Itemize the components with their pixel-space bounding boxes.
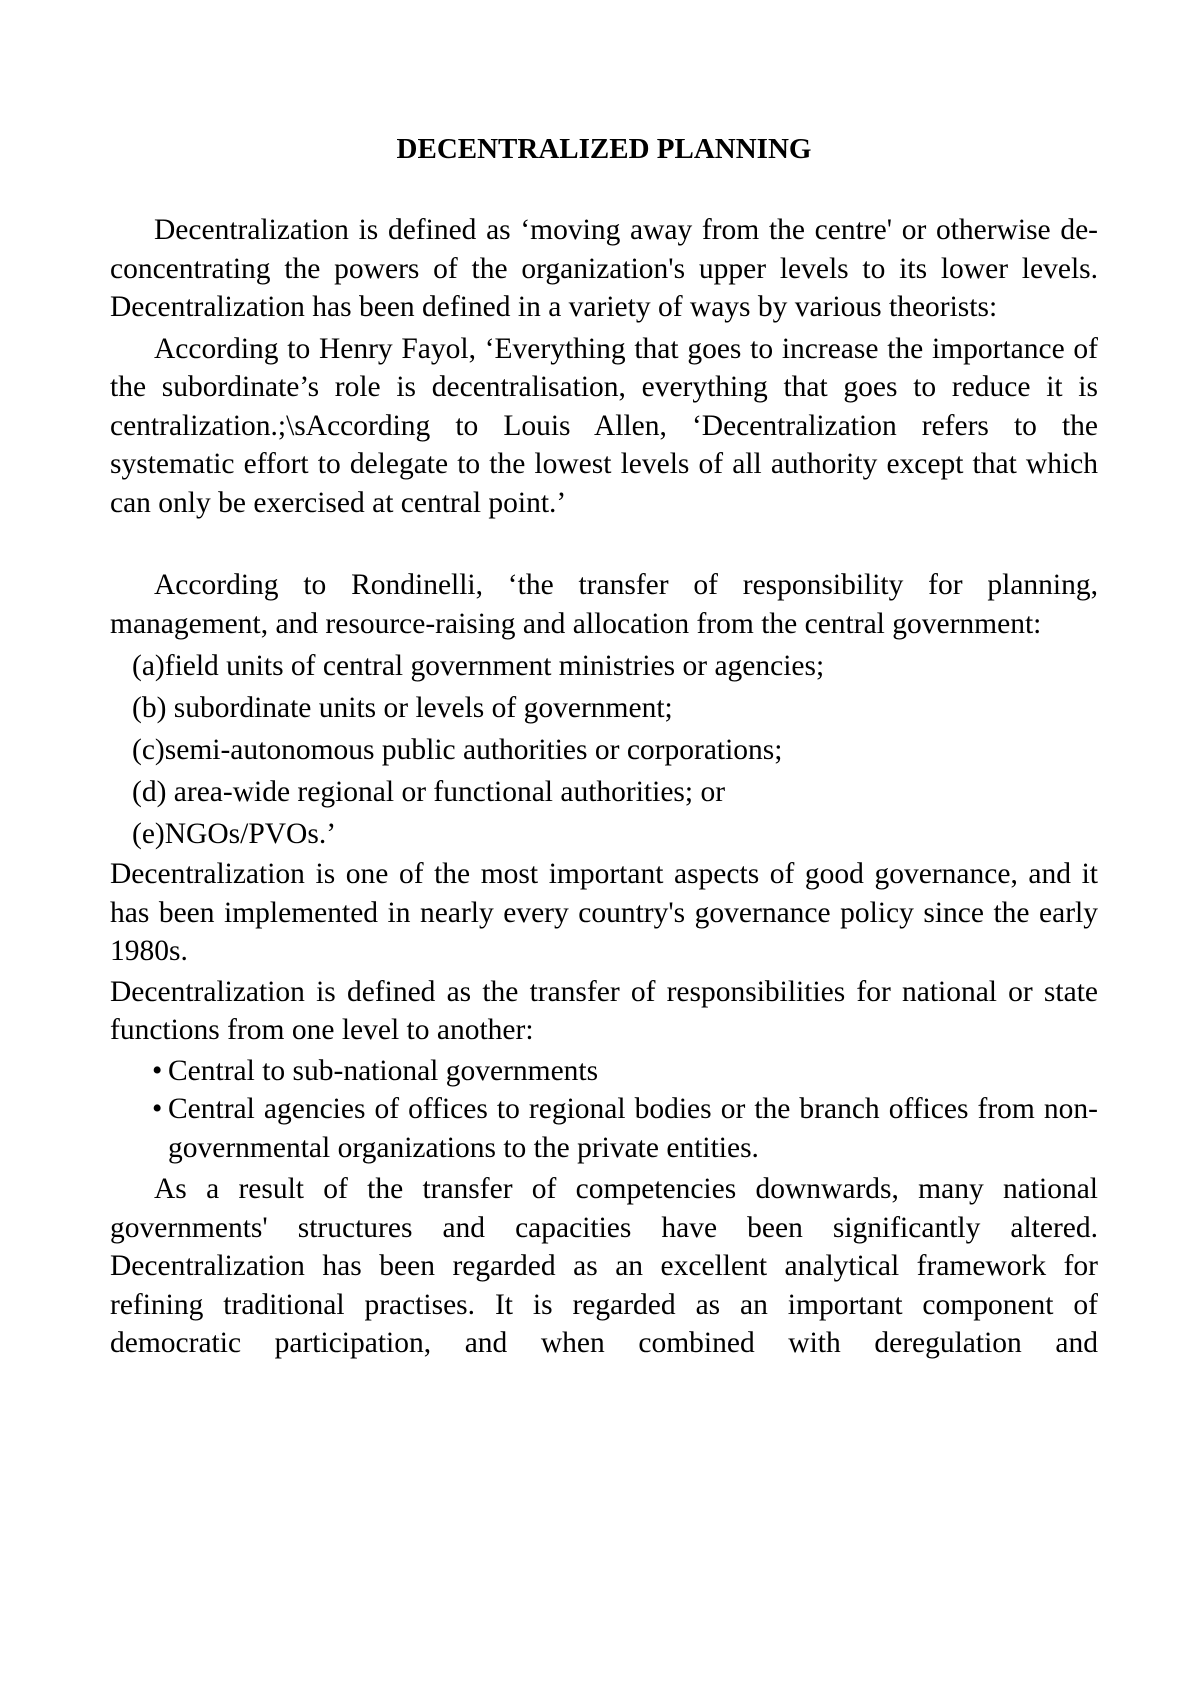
bullet-text: Central agencies of offices to regional bodies or the branch offices from non-governmental organizations to the private entities. (168, 1093, 1098, 1164)
bullet-item (110, 1052, 1098, 1091)
list-item: (c)semi-autonomous public authorities or corporations; (132, 734, 783, 766)
bullet-symbol: • (152, 1054, 163, 1087)
paragraph-fayol-allen: According to Henry Fayol, ‘Everything that goes to increase the importance of the subordinate’s role is decentralisation, everything that goes to reduce it is centralization.;\sAccording to Louis Allen, ‘Decentralization refers to the systematic effort to delegate to the lowest levels of all authority except that which can only be exercised at central point.’ (110, 332, 1098, 519)
list-item: (e)NGOs/PVOs.’ (132, 818, 337, 850)
bullet-list (110, 1052, 1098, 1168)
bullet-text: Central to sub-national governments (168, 1054, 599, 1087)
list-item: (d) area-wide regional or functional authorities; or (132, 776, 726, 808)
list-item: (a)field units of central government ministries or agencies; (132, 650, 825, 682)
paragraph-definition: Decentralization is defined as ‘moving away from the centre' or otherwise de-concentrating the powers of the organization's upper levels to its lower levels. Decentralization has been defined in a variety of ways by various theorists: (110, 214, 1098, 323)
paragraph-competencies: As a result of the transfer of competencies downwards, many national governments' structures and capacities have been significantly altered. Decentralization has been regarded as an excellent analytical framework for refining traditional practises. It is regarded as an important component of democratic participation, and when combined with deregulation and (110, 1173, 1098, 1359)
paragraph-rondinelli: According to Rondinelli, ‘the transfer of responsibility for planning, management, and resource-raising and allocation from the central government: (110, 569, 1098, 640)
document-title: DECENTRALIZED PLANNING (396, 133, 812, 165)
list-item: (b) subordinate units or levels of government; (132, 692, 673, 724)
paragraph-good-governance: Decentralization is one of the most important aspects of good governance, and it has been implemented in nearly every country's governance policy since the early 1980s. (110, 858, 1098, 967)
rondinelli-list (110, 647, 1098, 853)
document-page (110, 130, 1098, 1363)
bullet-symbol: • (152, 1093, 163, 1125)
paragraph-transfer-definition: Decentralization is defined as the transfer of responsibilities for national or state functions from one level to another: (110, 975, 1098, 1046)
bullet-item (110, 1090, 1098, 1167)
